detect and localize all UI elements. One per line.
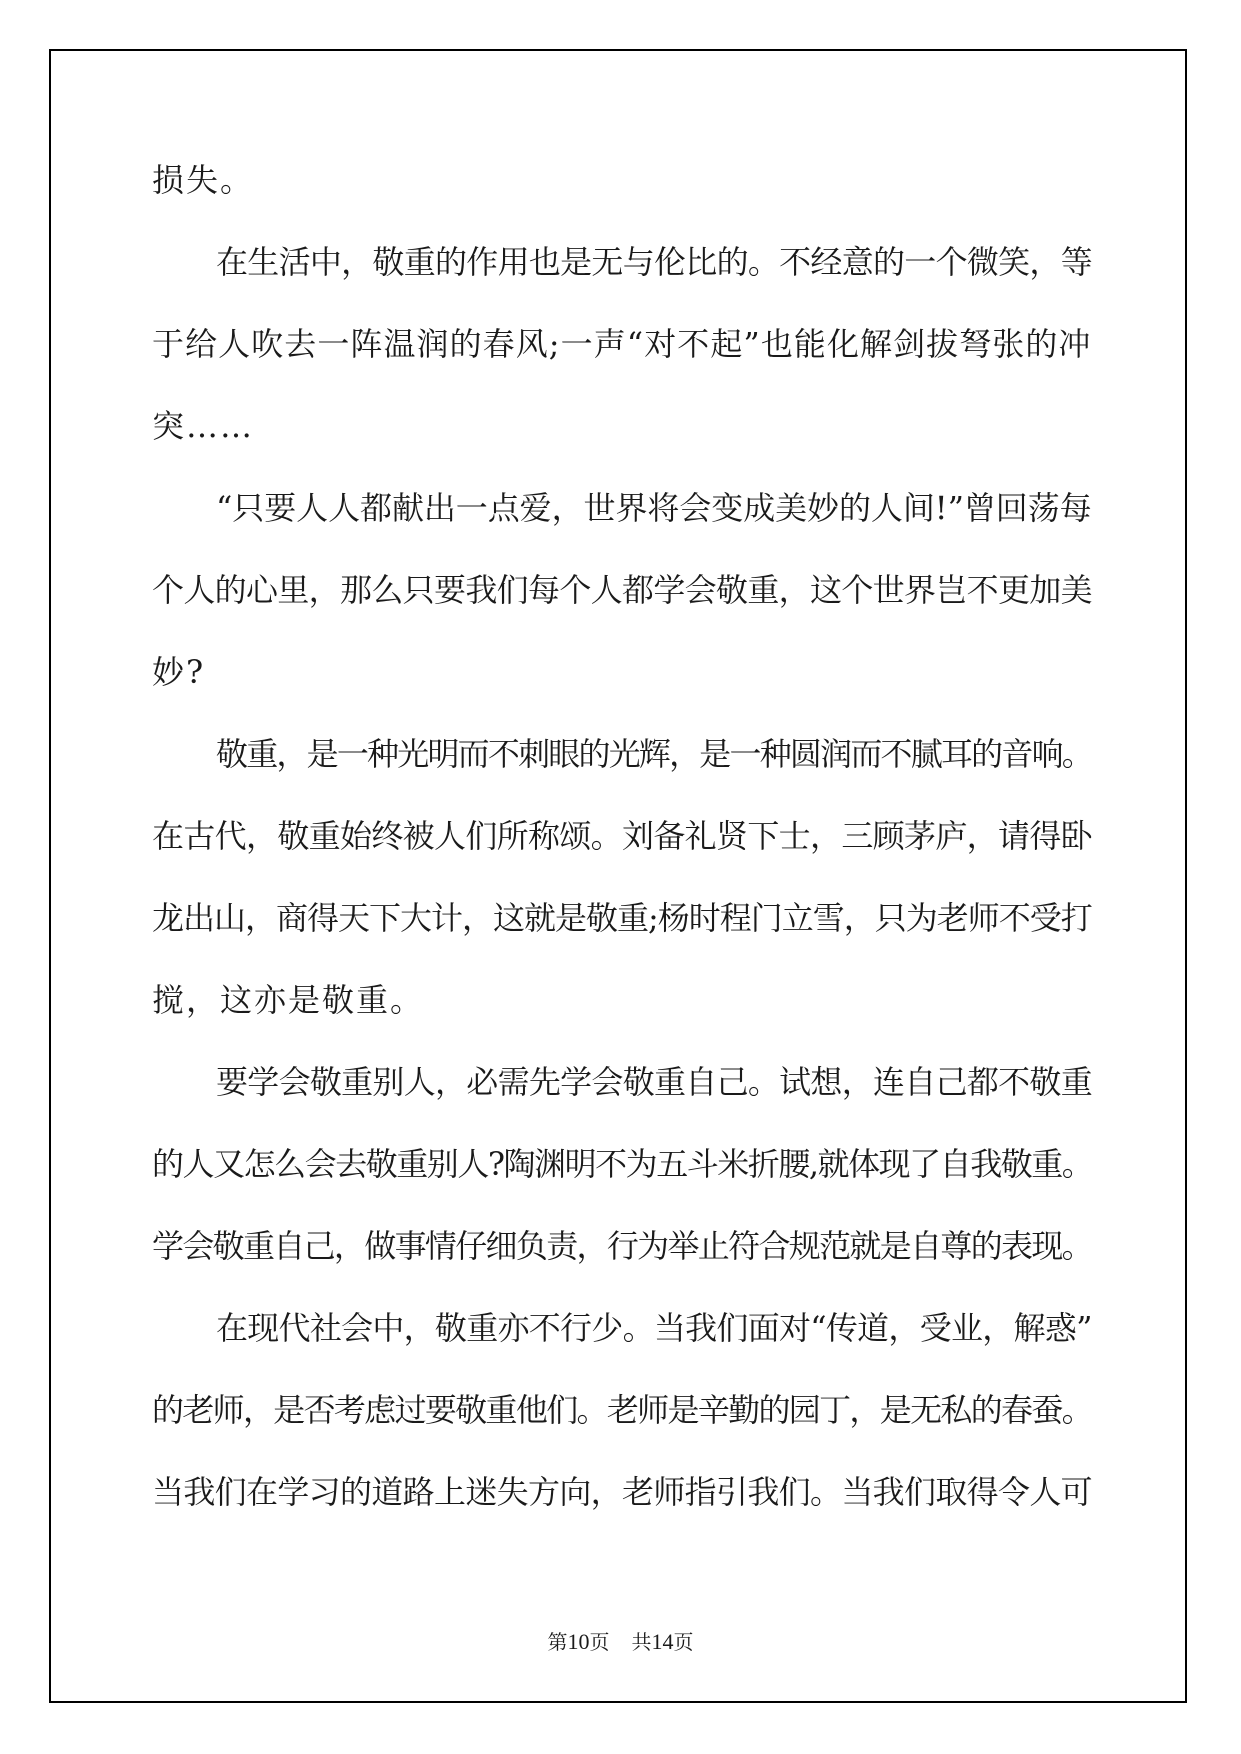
footer-page-suffix: 页: [589, 1630, 610, 1654]
footer-total-number: 14: [651, 1629, 674, 1654]
text-line: 妙?: [152, 653, 206, 691]
footer-page-number: 10: [567, 1629, 590, 1654]
text-line: 的人又怎么会去敬重别人?陶渊明不为五斗米折腰,就体现了自我敬重。: [152, 1145, 1093, 1183]
text-line: 在现代社会中，敬重亦不行少。当我们面对“传道，受业，解惑”: [216, 1309, 1092, 1347]
footer-total-prefix: 共: [631, 1630, 652, 1654]
text-line: 当我们在学习的道路上迷失方向，老师指引我们。当我们取得令人可: [152, 1473, 1093, 1511]
page-footer: [0, 1626, 1241, 1655]
text-line: 损失。: [152, 161, 255, 199]
footer-total-suffix: 页: [673, 1630, 694, 1654]
document-body: [152, 154, 1092, 1548]
text-line: 个人的心里，那么只要我们每个人都学会敬重，这个世界岂不更加美: [152, 571, 1093, 609]
text-line: 于给人吹去一阵温润的春风;一声“对不起”也能化解剑拔弩张的冲: [152, 325, 1092, 363]
text-line: “只要人人都献出一点爱，世界将会变成美妙的人间!”曾回荡每: [216, 489, 1092, 527]
footer-page-prefix: 第: [547, 1630, 568, 1654]
text-line: 龙出山，商得天下大计，这就是敬重;杨时程门立雪，只为老师不受打: [152, 899, 1092, 937]
text-line: 学会敬重自己，做事情仔细负责，行为举止符合规范就是自尊的表现。: [152, 1227, 1093, 1265]
text-line: 要学会敬重别人，必需先学会敬重自己。试想，连自己都不敬重: [216, 1063, 1093, 1101]
text-line: 突……: [152, 407, 255, 445]
text-line: 搅，这亦是敬重。: [152, 981, 425, 1019]
text-line: 在生活中，敬重的作用也是无与伦比的。不经意的一个微笑，等: [216, 243, 1093, 281]
text-line: 敬重，是一种光明而不刺眼的光辉，是一种圆润而不腻耳的音响。: [216, 735, 1093, 773]
text-line: 的老师，是否考虑过要敬重他们。老师是辛勤的园丁，是无私的春蚕。: [152, 1391, 1093, 1429]
text-line: 在古代，敬重始终被人们所称颂。刘备礼贤下士，三顾茅庐，请得卧: [152, 817, 1093, 855]
